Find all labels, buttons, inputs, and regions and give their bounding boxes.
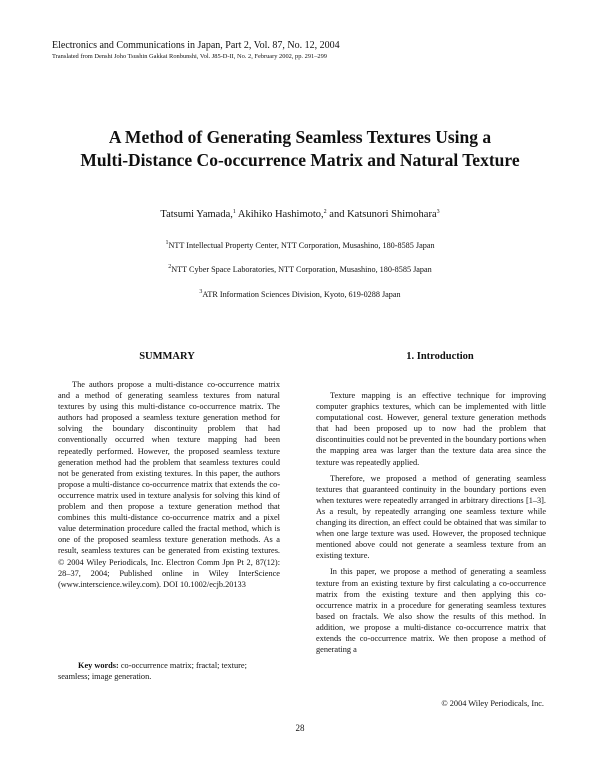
affiliation	[0, 264, 600, 275]
author-affiliation-mark: 2	[323, 209, 327, 215]
author-affiliation-mark: 1	[232, 209, 236, 215]
introduction-paragraph: Therefore, we proposed a method of generating seamless textures that guaranteed continuity in the boundary portions even when textures were repeatedly arranged in arbitrary directions [1–3]. As a result, by repeatedly arranging one seamless texture while changing its direction, an effect could be obtained that was similar to when one large texture was used. However, the proposed technique mentioned above could not generate a seamless texture from an existing texture.	[316, 473, 546, 561]
copyright-notice: © 2004 Wiley Periodicals, Inc.	[441, 699, 544, 708]
author-affiliation-mark: 3	[436, 209, 440, 215]
author-name: Akihiko Hashimoto,	[235, 209, 324, 220]
affiliation-text: NTT Intellectual Property Center, NTT Corporation, Musashino, 180-8585 Japan	[168, 241, 435, 250]
keywords	[58, 660, 280, 682]
introduction-paragraph: In this paper, we propose a method of generating a seamless texture from an existing texture by first calculating a co-occurrence matrix from the existing texture and then applying this co-occurrence matrix in a procedure for generating seamless textures based on fractals. We also show the results of this method. In addition, we propose a multi-distance co-occurrence matrix that extends the co-occurrence matrix. We then propose a method of generating a	[316, 567, 546, 655]
affiliation	[0, 289, 600, 300]
author-name: Tatsumi Yamada,	[160, 209, 233, 220]
summary-heading: SUMMARY	[139, 351, 195, 362]
page-number: 28	[295, 723, 305, 733]
keywords-text: co-occurrence matrix; fractal; texture; seamless; image generation.	[58, 661, 247, 682]
affiliation	[0, 240, 600, 251]
keywords-label: Key words:	[78, 661, 119, 670]
summary-paragraph: The authors propose a multi-distance co-occurrence matrix and a method of generating seamless textures from natural textures by using this multi-distance co-occurrence matrix. The authors had proposed a seamless texture generation method for solving the boundary discontinuity problem that had conventionally occurred when texture mapping had been repeatedly performed. However, the proposed seamless texture generation method had the problem that seamless textures could not be generated from existing textures. In this paper, the authors propose a multi-distance co-occurrence matrix that extends the co-occurrence matrix used in texture analysis for solving this kind of problem and then propose a texture generation method that combines this multi-distance co-occurrence matrix and a pixel value determination procedure called the fractal method, which is one of the proposed seamless texture generation methods. As a result, seamless textures can be generated from existing textures. © 2004 Wiley Periodicals, Inc. Electron Comm Jpn Pt 2, 87(12): 28–37, 2004; Published online in Wiley InterScience (www.interscience.wiley.com). DOI 10.1002/ecjb.20133	[58, 380, 280, 589]
summary-body	[58, 379, 280, 590]
affiliation-mark: 2	[168, 264, 172, 270]
journal-citation: Electronics and Communications in Japan, Part 2, Vol. 87, No. 12, 2004	[52, 40, 340, 51]
affiliation-text: ATR Information Sciences Division, Kyoto, 619-0288 Japan	[202, 290, 401, 299]
affiliation-mark: 3	[199, 289, 203, 295]
introduction-body	[316, 390, 546, 655]
affiliation-mark: 1	[165, 240, 169, 246]
author-name: and Katsunori Shimohara	[326, 209, 437, 220]
introduction-paragraph: Texture mapping is an effective technique for improving computer graphics textures, which can be implemented with little computational cost. However, general texture generation methods that had been proposed up to now had the problem that discontinuities could not be prevented in the boundary portions when the mapping area was larger than the texture data area since the texture was repeatedly applied.	[316, 391, 546, 467]
translation-note: Translated from Denshi Joho Tsushin Gakkai Ronbunshi, Vol. J85-D-II, No. 2, February 2002, pp. 291–299	[52, 53, 327, 60]
author-list	[0, 208, 600, 221]
paper-title-line-1: A Method of Generating Seamless Textures Using a	[108, 127, 492, 147]
affiliation-text: NTT Cyber Space Laboratories, NTT Corporation, Musashino, 180-8585 Japan	[171, 265, 432, 274]
introduction-heading: 1. Introduction	[406, 351, 474, 362]
paper-title-line-2: Multi-Distance Co-occurrence Matrix and Natural Texture	[80, 150, 520, 170]
